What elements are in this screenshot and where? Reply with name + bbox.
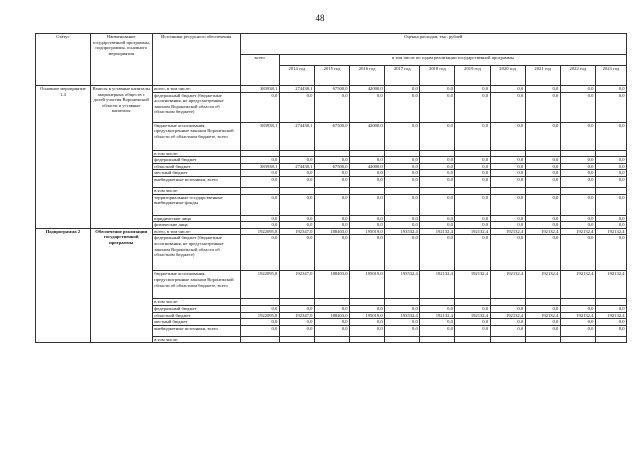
value-year: 0,0 xyxy=(595,319,626,326)
value-year: 192132,4 xyxy=(490,312,525,319)
value-year: 0,0 xyxy=(385,215,420,222)
value-year: 188403,0 xyxy=(314,271,349,299)
value-year xyxy=(420,336,455,343)
value-year: 274438,1 xyxy=(279,122,314,150)
value-year: 193532,4 xyxy=(385,271,420,299)
value-year: 0,0 xyxy=(525,194,560,215)
value-year: 192132,4 xyxy=(525,228,560,235)
value-year: 0,0 xyxy=(279,222,314,229)
value-year: 0,0 xyxy=(560,163,595,170)
value-year: 0,0 xyxy=(560,222,595,229)
value-year: 0,0 xyxy=(385,92,420,122)
value-year: 0,0 xyxy=(350,325,385,336)
header-year: 2023 год xyxy=(595,66,626,86)
value-year: 0,0 xyxy=(314,194,349,215)
value-year: 192132,4 xyxy=(560,228,595,235)
value-total: 0,0 xyxy=(240,319,279,326)
value-total: 383938,1 xyxy=(240,163,279,170)
value-year xyxy=(350,187,385,194)
value-year xyxy=(455,299,490,306)
value-year: 0,0 xyxy=(455,194,490,215)
value-year: 0,0 xyxy=(420,122,455,150)
value-year: 0,0 xyxy=(595,194,626,215)
header-sources: Источники ресурсного обеспечения xyxy=(152,34,240,86)
value-year: 0,0 xyxy=(279,194,314,215)
table-row xyxy=(36,86,627,93)
value-year: 0,0 xyxy=(595,235,626,271)
value-year: 0,0 xyxy=(455,325,490,336)
value-year: 0,0 xyxy=(385,122,420,150)
value-year: 193532,4 xyxy=(385,312,420,319)
source-label: всего, в том числе: xyxy=(152,228,240,235)
value-year: 192132,4 xyxy=(595,312,626,319)
value-year xyxy=(455,150,490,157)
value-year: 0,0 xyxy=(595,92,626,122)
value-total: 0,0 xyxy=(240,325,279,336)
value-year xyxy=(560,187,595,194)
value-year: 0,0 xyxy=(279,305,314,312)
value-year: 0,0 xyxy=(314,176,349,187)
value-year: 0,0 xyxy=(490,305,525,312)
value-year: 192132,4 xyxy=(420,271,455,299)
value-year: 0,0 xyxy=(595,215,626,222)
value-year: 0,0 xyxy=(279,157,314,164)
value-year: 0,0 xyxy=(595,163,626,170)
value-year: 192132,4 xyxy=(525,271,560,299)
source-label: федеральный бюджет xyxy=(152,157,240,164)
value-year xyxy=(525,150,560,157)
header-year: 2021 год xyxy=(525,66,560,86)
value-year: 0,0 xyxy=(385,305,420,312)
value-year: 0,0 xyxy=(385,170,420,177)
value-year: 192132,4 xyxy=(420,228,455,235)
value-year: 195019,0 xyxy=(350,312,385,319)
value-year: 0,0 xyxy=(525,222,560,229)
value-year: 192132,4 xyxy=(455,271,490,299)
value-year: 0,0 xyxy=(420,325,455,336)
value-year: 192132,4 xyxy=(560,271,595,299)
value-year: 0,0 xyxy=(560,305,595,312)
value-year: 0,0 xyxy=(525,176,560,187)
value-year: 0,0 xyxy=(595,305,626,312)
value-year: 0,0 xyxy=(525,92,560,122)
value-year: 0,0 xyxy=(560,92,595,122)
value-year: 0,0 xyxy=(595,86,626,93)
value-year: 0,0 xyxy=(490,176,525,187)
value-year: 0,0 xyxy=(595,176,626,187)
value-year xyxy=(595,299,626,306)
source-label: в том числе: xyxy=(152,187,240,194)
value-year xyxy=(560,299,595,306)
value-total: 0,0 xyxy=(240,194,279,215)
value-year: 0,0 xyxy=(385,157,420,164)
source-label: физические лица xyxy=(152,222,240,229)
value-year: 42000,0 xyxy=(350,163,385,170)
value-total: 0,0 xyxy=(240,215,279,222)
value-year: 0,0 xyxy=(314,319,349,326)
value-year: 192132,4 xyxy=(490,228,525,235)
value-year: 193532,4 xyxy=(385,228,420,235)
value-year: 0,0 xyxy=(279,325,314,336)
header-year: 2022 год xyxy=(560,66,595,86)
page-number: 48 xyxy=(315,13,325,23)
value-year: 0,0 xyxy=(420,319,455,326)
value-year: 195019,0 xyxy=(350,271,385,299)
value-year: 0,0 xyxy=(420,163,455,170)
value-year: 0,0 xyxy=(279,170,314,177)
value-year xyxy=(525,187,560,194)
source-label: федеральный бюджет (бюджетные ассигнования, не предусмотренные законом Воронежской области об областном бюджете) xyxy=(152,92,240,122)
value-year: 0,0 xyxy=(525,235,560,271)
value-year: 0,0 xyxy=(420,176,455,187)
value-year: 0,0 xyxy=(455,305,490,312)
value-year: 0,0 xyxy=(560,215,595,222)
source-label: в том числе: xyxy=(152,299,240,306)
value-year: 0,0 xyxy=(560,194,595,215)
value-year: 0,0 xyxy=(525,215,560,222)
section-name: Взносы в уставные капиталы акционерных обществ с долей участия Воронежской области и уставные капиталы xyxy=(90,86,152,229)
value-year: 0,0 xyxy=(314,157,349,164)
value-year: 192132,4 xyxy=(455,312,490,319)
value-year: 0,0 xyxy=(595,170,626,177)
value-year: 67500,0 xyxy=(314,122,349,150)
value-year: 0,0 xyxy=(314,92,349,122)
value-year: 192132,4 xyxy=(595,271,626,299)
value-year xyxy=(279,299,314,306)
value-total: 383938,1 xyxy=(240,86,279,93)
value-year xyxy=(525,299,560,306)
value-year xyxy=(490,150,525,157)
header-total: всего xyxy=(240,55,279,86)
value-total: 0,0 xyxy=(240,170,279,177)
value-year xyxy=(420,187,455,194)
value-year: 0,0 xyxy=(279,215,314,222)
value-year: 67500,0 xyxy=(314,86,349,93)
value-year: 0,0 xyxy=(314,325,349,336)
source-label: федеральный бюджет xyxy=(152,305,240,312)
value-year: 0,0 xyxy=(420,235,455,271)
value-year: 0,0 xyxy=(560,325,595,336)
value-year: 192347,0 xyxy=(279,312,314,319)
value-total: 1922095,8 xyxy=(240,312,279,319)
value-year: 0,0 xyxy=(279,92,314,122)
value-year: 0,0 xyxy=(455,215,490,222)
value-year: 0,0 xyxy=(455,176,490,187)
budget-table xyxy=(35,33,627,343)
value-year: 0,0 xyxy=(490,235,525,271)
value-year: 0,0 xyxy=(560,122,595,150)
value-year: 0,0 xyxy=(595,222,626,229)
value-year xyxy=(385,299,420,306)
value-total: 0,0 xyxy=(240,157,279,164)
value-year: 0,0 xyxy=(420,194,455,215)
value-year: 0,0 xyxy=(560,86,595,93)
source-label: федеральный бюджет (бюджетные ассигнования, не предусмотренные законом Воронежской области об областном бюджете) xyxy=(152,235,240,271)
value-year xyxy=(314,187,349,194)
value-year xyxy=(490,299,525,306)
value-year: 0,0 xyxy=(525,163,560,170)
header-year: 2015 год xyxy=(314,66,349,86)
value-year: 0,0 xyxy=(350,157,385,164)
value-year xyxy=(350,299,385,306)
value-year: 0,0 xyxy=(525,319,560,326)
value-year: 0,0 xyxy=(350,176,385,187)
header-year: 2020 год xyxy=(490,66,525,86)
value-year: 188403,0 xyxy=(314,228,349,235)
value-year: 0,0 xyxy=(420,170,455,177)
value-year: 0,0 xyxy=(314,215,349,222)
value-year xyxy=(595,150,626,157)
header-status: Статус xyxy=(36,34,91,86)
header-estimate: Оценка расходов, тыс. рублей xyxy=(240,34,626,55)
value-year: 0,0 xyxy=(385,86,420,93)
value-year xyxy=(314,336,349,343)
value-year: 0,0 xyxy=(420,305,455,312)
value-year: 0,0 xyxy=(455,163,490,170)
value-year: 0,0 xyxy=(560,176,595,187)
value-year xyxy=(385,150,420,157)
value-year: 0,0 xyxy=(420,157,455,164)
value-year xyxy=(490,336,525,343)
value-year: 0,0 xyxy=(385,194,420,215)
value-year: 192347,0 xyxy=(279,271,314,299)
value-year: 195019,0 xyxy=(350,228,385,235)
value-year xyxy=(420,299,455,306)
value-year: 42000,0 xyxy=(350,122,385,150)
value-year: 0,0 xyxy=(490,92,525,122)
value-year: 0,0 xyxy=(350,170,385,177)
source-label: в том числе: xyxy=(152,336,240,343)
value-year: 0,0 xyxy=(490,215,525,222)
value-year: 0,0 xyxy=(490,222,525,229)
header-name: Наименование государственной программы, подпрограммы, основного мероприятия xyxy=(90,34,152,86)
value-year: 0,0 xyxy=(350,235,385,271)
value-year: 0,0 xyxy=(525,305,560,312)
value-year xyxy=(279,336,314,343)
source-label: юридические лица xyxy=(152,215,240,222)
value-year: 0,0 xyxy=(279,235,314,271)
value-total: 0,0 xyxy=(240,222,279,229)
value-total: 0,0 xyxy=(240,92,279,122)
section-name: Обеспечение реализации государственной программы xyxy=(90,228,152,343)
value-total: 1922095,8 xyxy=(240,228,279,235)
table-row xyxy=(36,228,627,235)
value-year xyxy=(385,187,420,194)
value-year: 192132,4 xyxy=(420,312,455,319)
header-year: 2017 год xyxy=(385,66,420,86)
value-year xyxy=(279,150,314,157)
value-year: 0,0 xyxy=(314,305,349,312)
source-label: бюджетные ассигнования, предусмотренные законом Воронежской области об областном бюджете, всего xyxy=(152,271,240,299)
value-year: 188403,0 xyxy=(314,312,349,319)
value-year: 0,0 xyxy=(420,86,455,93)
value-year xyxy=(560,336,595,343)
value-year xyxy=(560,150,595,157)
source-label: территориальные государственные внебюджетные фонды xyxy=(152,194,240,215)
value-year: 0,0 xyxy=(350,319,385,326)
value-year: 0,0 xyxy=(525,157,560,164)
value-year: 0,0 xyxy=(385,319,420,326)
source-label: местный бюджет xyxy=(152,170,240,177)
value-year xyxy=(385,336,420,343)
value-year: 0,0 xyxy=(595,325,626,336)
value-year: 0,0 xyxy=(490,325,525,336)
value-year xyxy=(525,336,560,343)
value-year: 0,0 xyxy=(314,170,349,177)
value-year: 0,0 xyxy=(385,222,420,229)
source-label: областной бюджет xyxy=(152,312,240,319)
value-total xyxy=(240,187,279,194)
value-year: 0,0 xyxy=(385,163,420,170)
source-label: местный бюджет xyxy=(152,319,240,326)
value-year: 0,0 xyxy=(279,319,314,326)
value-year: 0,0 xyxy=(455,235,490,271)
value-year: 192132,4 xyxy=(490,271,525,299)
section-status: Подпрограмма 2 xyxy=(36,228,91,343)
value-year: 67500,0 xyxy=(314,163,349,170)
value-year: 0,0 xyxy=(490,122,525,150)
value-year: 0,0 xyxy=(455,86,490,93)
value-year: 0,0 xyxy=(560,319,595,326)
value-year: 0,0 xyxy=(314,235,349,271)
value-year xyxy=(314,299,349,306)
value-total xyxy=(240,299,279,306)
value-year: 0,0 xyxy=(279,176,314,187)
source-label: внебюджетные источники, всего xyxy=(152,325,240,336)
value-total xyxy=(240,336,279,343)
value-year: 192132,4 xyxy=(455,228,490,235)
value-year xyxy=(279,187,314,194)
value-year: 0,0 xyxy=(420,92,455,122)
value-year xyxy=(350,336,385,343)
value-year: 0,0 xyxy=(455,319,490,326)
value-year: 0,0 xyxy=(420,222,455,229)
header-year: 2019 год xyxy=(455,66,490,86)
value-total: 0,0 xyxy=(240,305,279,312)
value-year: 0,0 xyxy=(560,170,595,177)
value-year: 0,0 xyxy=(560,235,595,271)
value-year: 0,0 xyxy=(455,122,490,150)
value-year: 0,0 xyxy=(455,157,490,164)
source-label: всего, в том числе: xyxy=(152,86,240,93)
value-year: 192132,4 xyxy=(525,312,560,319)
value-year xyxy=(455,187,490,194)
value-year: 274438,1 xyxy=(279,163,314,170)
source-label: внебюджетные источники, всего xyxy=(152,176,240,187)
value-total: 0,0 xyxy=(240,176,279,187)
source-label: бюджетные ассигнования, предусмотренные законом Воронежской области об областном бюджете, всего xyxy=(152,122,240,150)
value-year: 0,0 xyxy=(595,157,626,164)
value-year: 0,0 xyxy=(455,92,490,122)
value-year: 192132,4 xyxy=(560,312,595,319)
value-year: 0,0 xyxy=(350,222,385,229)
section-status: Основное мероприятие 1.4 xyxy=(36,86,91,229)
header-year: 2014 год xyxy=(279,66,314,86)
value-year: 0,0 xyxy=(385,235,420,271)
value-year: 0,0 xyxy=(490,163,525,170)
value-year: 0,0 xyxy=(490,170,525,177)
value-year: 0,0 xyxy=(560,157,595,164)
value-year: 0,0 xyxy=(525,122,560,150)
value-year: 42000,0 xyxy=(350,86,385,93)
value-year: 192347,0 xyxy=(279,228,314,235)
value-year: 0,0 xyxy=(350,92,385,122)
header-by-years: в том числе по годам реализации государственной программы xyxy=(279,55,626,66)
value-year: 274438,1 xyxy=(279,86,314,93)
value-total: 1922095,8 xyxy=(240,271,279,299)
value-year xyxy=(595,187,626,194)
value-year xyxy=(595,336,626,343)
value-year xyxy=(350,150,385,157)
value-year: 0,0 xyxy=(525,170,560,177)
value-year: 0,0 xyxy=(595,122,626,150)
value-year: 0,0 xyxy=(490,319,525,326)
value-year: 0,0 xyxy=(385,176,420,187)
value-year: 0,0 xyxy=(490,86,525,93)
source-label: областной бюджет xyxy=(152,163,240,170)
value-year: 0,0 xyxy=(490,194,525,215)
value-year: 0,0 xyxy=(314,222,349,229)
value-year: 0,0 xyxy=(455,170,490,177)
value-total: 383938,1 xyxy=(240,122,279,150)
value-year: 192132,4 xyxy=(595,228,626,235)
value-year: 0,0 xyxy=(525,86,560,93)
value-year: 0,0 xyxy=(350,215,385,222)
value-year: 0,0 xyxy=(350,305,385,312)
source-label: в том числе: xyxy=(152,150,240,157)
value-year: 0,0 xyxy=(455,222,490,229)
value-total: 0,0 xyxy=(240,235,279,271)
value-year: 0,0 xyxy=(525,325,560,336)
value-year xyxy=(420,150,455,157)
header-year: 2016 год xyxy=(350,66,385,86)
value-year xyxy=(455,336,490,343)
value-year: 0,0 xyxy=(490,157,525,164)
value-year: 0,0 xyxy=(420,215,455,222)
value-year: 0,0 xyxy=(385,325,420,336)
value-year: 0,0 xyxy=(350,194,385,215)
value-total xyxy=(240,150,279,157)
value-year xyxy=(490,187,525,194)
value-year xyxy=(314,150,349,157)
header-year: 2018 год xyxy=(420,66,455,86)
